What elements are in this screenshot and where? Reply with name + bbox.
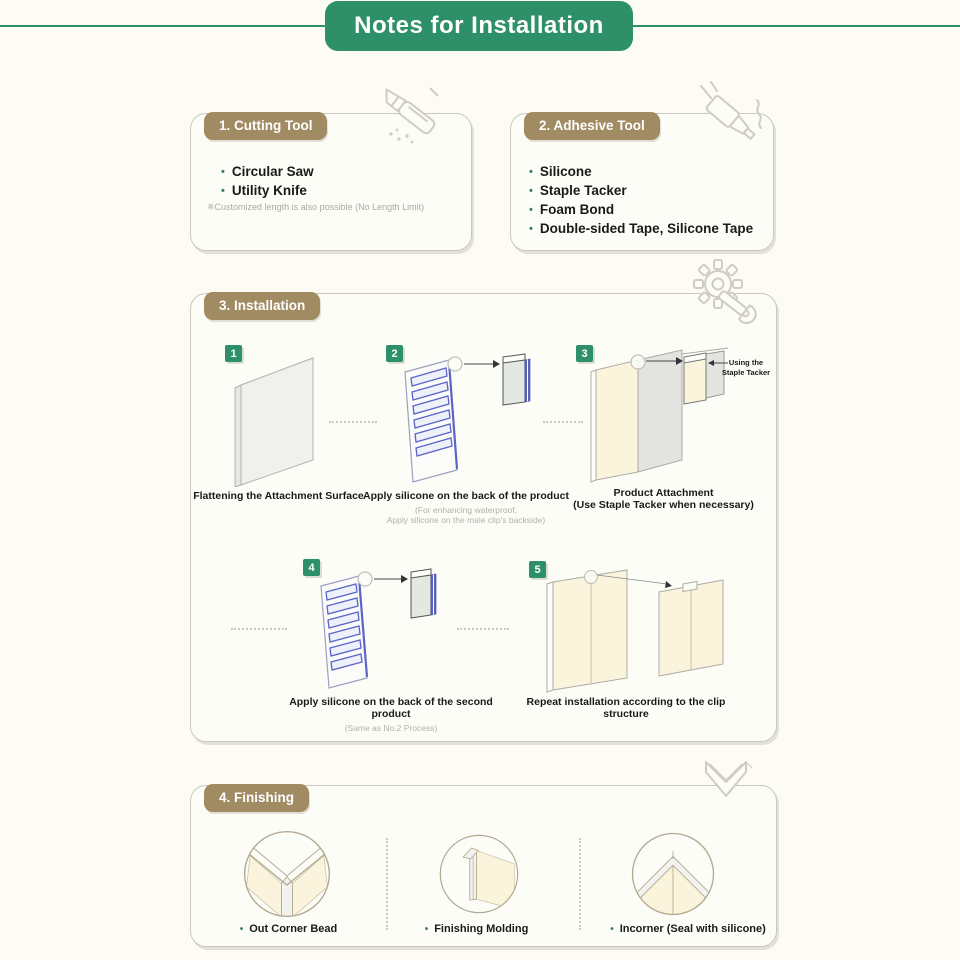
finishing-item-caption: • Finishing Molding [394, 923, 559, 935]
step-number-badge: 2 [386, 345, 403, 362]
step3-product-attachment-diagram [586, 346, 731, 486]
list-item: • Staple Tacker [529, 183, 753, 198]
step2-silicone-panel-diagram [391, 350, 536, 487]
page-title: Notes for Installation [325, 1, 633, 51]
out-corner-bead-diagram [241, 828, 333, 920]
caption-subtext: Apply silicone on the male clip's backside) [386, 515, 546, 525]
list-item: • Utility Knife [221, 183, 314, 198]
annotation-line: Using the [728, 358, 764, 367]
dotted-separator [329, 421, 377, 423]
finishing-label: 4. Finishing [204, 784, 309, 812]
dotted-divider [386, 838, 388, 930]
caption-text: Apply silicone on the back of the product [363, 490, 569, 502]
caption-text: (Use Staple Tacker when necessary) [573, 499, 754, 511]
step5-clip-structure-diagram [539, 560, 731, 694]
list-item: • Circular Saw [221, 164, 314, 179]
installation-section [190, 293, 777, 742]
caption-text: Flattening the Attachment Surface [193, 490, 364, 502]
step4-caption [276, 696, 506, 733]
step1-caption [191, 490, 366, 502]
step2-caption [361, 490, 571, 525]
step-number-badge: 4 [303, 559, 320, 576]
step5-caption [506, 696, 746, 720]
cutting-tool-label: 1. Cutting Tool [204, 112, 327, 140]
dotted-divider [579, 838, 581, 930]
cutting-tool-list [221, 160, 314, 202]
silicone-tube-icon [695, 80, 767, 154]
adhesive-tool-list [529, 160, 753, 240]
step3-caption [571, 487, 756, 511]
step4-silicone-panel-diagram [309, 564, 441, 696]
finishing-item-caption: • Incorner (Seal with silicone) [583, 923, 793, 935]
caption-subtext: (For enhancing waterproof, [414, 505, 518, 515]
utility-knife-icon [368, 84, 446, 150]
adhesive-tool-label: 2. Adhesive Tool [524, 112, 660, 140]
gear-wrench-icon [688, 258, 760, 326]
step3-annotation [719, 358, 773, 378]
list-item: • Double-sided Tape, Silicone Tape [529, 221, 753, 236]
step-number-badge: 5 [529, 561, 546, 578]
annotation-line: Staple Tacker [721, 368, 771, 377]
cutting-tool-note: ※Customized length is also possible (No Length Limit) [207, 202, 425, 212]
caption-subtext: (Same as No.2 Process) [344, 723, 438, 733]
step-number-badge: 3 [576, 345, 593, 362]
incorner-diagram [629, 830, 717, 918]
dotted-separator [543, 421, 583, 423]
finishing-section [190, 785, 777, 947]
list-item: • Silicone [529, 164, 753, 179]
list-item: • Foam Bond [529, 202, 753, 217]
step-number-badge: 1 [225, 345, 242, 362]
finishing-molding-diagram [437, 832, 521, 916]
step1-wall-panel-diagram [229, 350, 321, 487]
installation-label: 3. Installation [204, 292, 320, 320]
corner-molding-icon [700, 756, 756, 810]
caption-text: Product Attachment [613, 487, 714, 499]
dotted-separator [231, 628, 287, 630]
caption-text: Repeat installation according to the clip structure [526, 696, 726, 720]
caption-text: Apply silicone on the back of the second product [289, 696, 493, 720]
dotted-separator [457, 628, 509, 630]
finishing-item-caption: • Out Corner Bead [206, 923, 371, 935]
